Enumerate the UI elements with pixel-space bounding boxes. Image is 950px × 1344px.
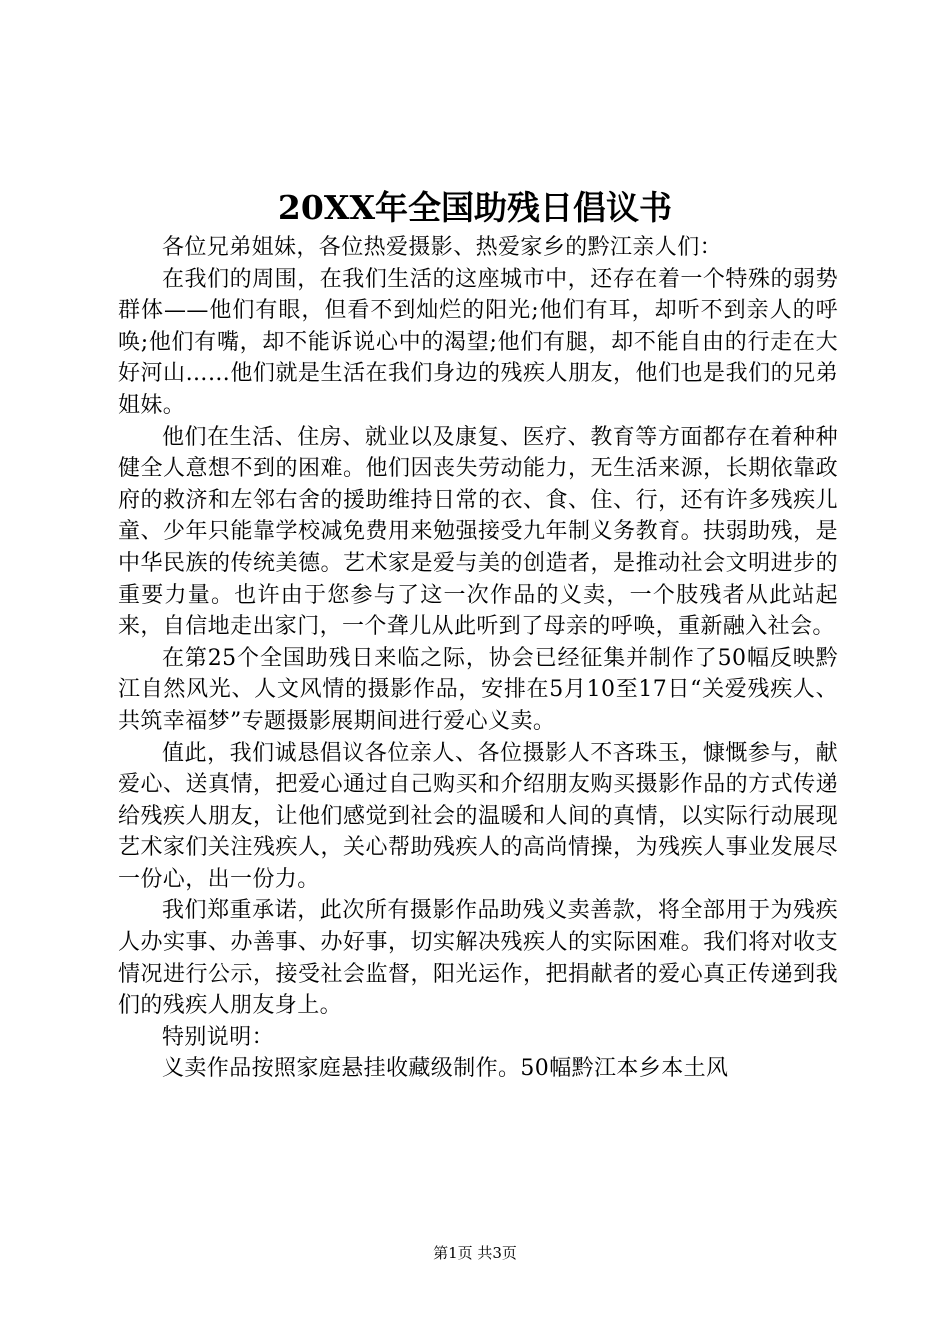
paragraph: 我们郑重承诺，此次所有摄影作品助残义卖善款，将全部用于为残疾人办实事、办善事、办好事，切实解决残疾人的实际困难。我们将对收支情况进行公示，接受社会监督，阳光运作，把捐献者的爱心真正传递到我们的残疾人朋友身上。 <box>118 898 838 1019</box>
paragraph: 在我们的周围，在我们生活的这座城市中，还存在着一个特殊的弱势群体——他们有眼，但看不到灿烂的阳光;他们有耳，却听不到亲人的呼唤;他们有嘴，却不能诉说心中的渴望;他们有腿，却不能自由的行走在大好河山……他们就是生活在我们身边的残疾人朋友，他们也是我们的兄弟姐妹。 <box>118 266 838 418</box>
paragraph: 义卖作品按照家庭悬挂收藏级制作。50幅黔江本乡本土风 <box>162 1056 729 1082</box>
paragraph: 他们在生活、住房、就业以及康复、医疗、教育等方面都存在着种种健全人意想不到的困难。他们因丧失劳动能力，无生活来源，长期依靠政府的救济和左邻右舍的援助维持日常的衣、食、住、行，还有许多残疾儿童、少年只能靠学校减免费用来勉强接受九年制义务教育。扶弱助残，是中华民族的传统美德。艺术家是爱与美的创造者，是推动社会文明进步的重要力量。也许由于您参与了这一次作品的义卖，一个肢残者从此站起来，自信地走出家门，一个聋儿从此听到了母亲的呼唤，重新融入社会。 <box>118 424 838 640</box>
paragraph-salutation: 各位兄弟姐妹，各位热爱摄影、热爱家乡的黔江亲人们： <box>162 235 723 260</box>
page-number-footer: 第1页 共3页 <box>433 1244 517 1262</box>
paragraph: 在第25个全国助残日来临之际，协会已经征集并制作了50幅反映黔江自然风光、人文风情的摄影作品，安排在5月10至17日“关爱残疾人、共筑幸福梦”专题摄影展期间进行爱心义卖。 <box>118 645 838 734</box>
document-body <box>118 232 838 1085</box>
document-title: 20XX年全国助残日倡议书 <box>277 188 673 227</box>
paragraph-special-note-heading: 特别说明： <box>162 1024 275 1050</box>
paragraph: 值此，我们诚恳倡议各位亲人、各位摄影人不吝珠玉，慷慨参与，献爱心、送真情，把爱心通过自己购买和介绍朋友购买摄影作品的方式传递给残疾人朋友，让他们感觉到社会的温暖和人间的真情，以实际行动展现艺术家们关注残疾人，关心帮助残疾人的高尚情操，为残疾人事业发展尽一份心，出一份力。 <box>118 740 838 892</box>
